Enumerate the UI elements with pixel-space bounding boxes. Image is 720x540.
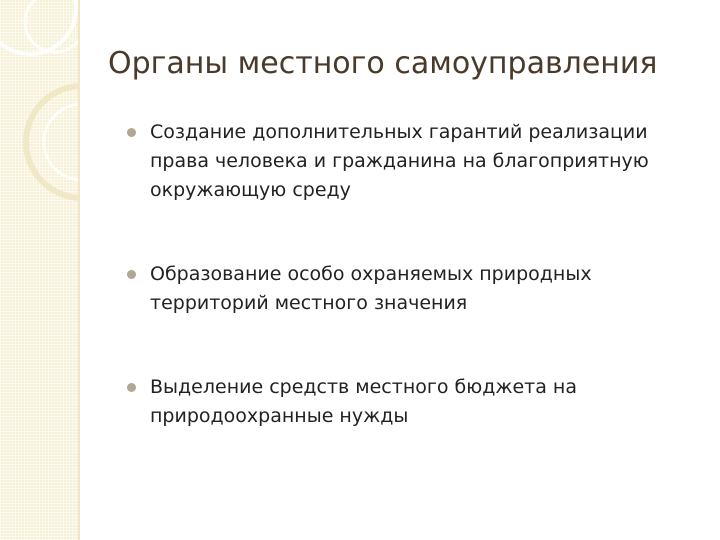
bullet-item <box>127 260 687 318</box>
bullet-dot-icon <box>127 270 136 279</box>
bullet-text: Образование особо охраняемых природных территорий местного значения <box>150 263 592 314</box>
bullet-item <box>127 373 687 431</box>
slide-title: Органы местного самоуправления <box>108 46 658 81</box>
bullet-item <box>127 118 687 205</box>
bullet-dot-icon <box>127 128 136 137</box>
bullet-dot-icon <box>127 383 136 392</box>
ring-decoration-icon <box>0 0 78 540</box>
bullet-text: Создание дополнительных гарантий реализации права человека и гражданина на благоприятную окружающую среду <box>150 121 649 201</box>
side-band-edge <box>78 0 80 540</box>
decorative-side-band <box>0 0 78 540</box>
bullet-text: Выделение средств местного бюджета на природоохранные нужды <box>150 376 577 427</box>
bullet-list <box>127 118 687 431</box>
